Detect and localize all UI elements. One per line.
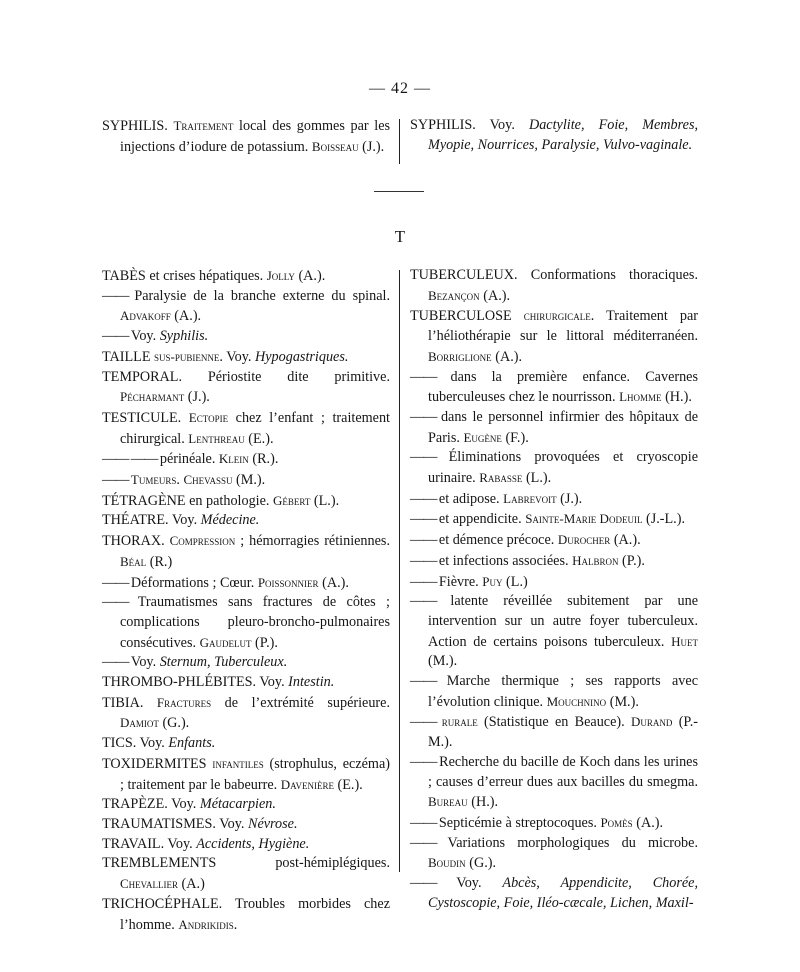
- entry-text: ——: [410, 673, 447, 690]
- index-entry: [102, 368, 390, 408]
- left-index-column: [102, 266, 390, 935]
- entry-text: Paralysie de la branche externe du spinal.: [134, 287, 391, 304]
- entry-text: ——: [410, 490, 439, 507]
- section-rule: [374, 191, 424, 192]
- entry-text: TEMPORAL. Périostite dite primitive.: [102, 368, 390, 385]
- entry-author: Sainte-Marie Dodeuil: [525, 511, 643, 527]
- entry-author: Poissonnier: [257, 574, 319, 590]
- entry-text: Recherche du bacille de Koch dans les urines ; causes d’erreur dues aux bacilles du smegma.: [428, 753, 699, 790]
- entry-text: TOXIDERMITES: [102, 755, 213, 772]
- entry-text: chez l’enfant ; traitement chirurgical.: [120, 409, 390, 447]
- entry-text: ——: [410, 834, 448, 851]
- entry-text: ——: [410, 593, 451, 610]
- entry-text: (J.).: [358, 138, 385, 155]
- entry-text: ——: [410, 408, 441, 425]
- entry-author: Boisseau: [311, 138, 359, 154]
- entry-text: TIBIA.: [102, 694, 157, 711]
- entry-text: ——: [410, 714, 442, 731]
- index-entry: [410, 712, 698, 752]
- index-entry: [102, 854, 390, 894]
- entry-author: Pécharmant: [120, 389, 185, 405]
- entry-text: dans le personnel infirmier des hôpitaux de Paris.: [428, 408, 699, 446]
- entry-reference: Dactylite, Foie, Membres, Myopie, Nourrices, Paralysie, Vulvo-vaginale.: [428, 117, 699, 153]
- index-entry: [410, 551, 698, 572]
- entry-text: . Voy.: [219, 348, 256, 365]
- entry-author: Boudin: [428, 855, 466, 871]
- entry-text: THÉATRE. Voy.: [102, 512, 201, 529]
- entry-text: ——: [102, 594, 138, 611]
- entry-text: et démence précoce.: [438, 532, 558, 549]
- entry-text: (G.).: [158, 715, 190, 732]
- entry-text: TRICHOCÉPHALE. Troubles morbides chez l’homme.: [102, 895, 390, 933]
- index-entry: [102, 408, 390, 449]
- entry-author: Borriglione: [428, 348, 492, 364]
- entry-text: ——: [410, 532, 439, 549]
- index-entry: [410, 672, 698, 712]
- entry-author: Labrevoit: [503, 490, 557, 506]
- entry-author: Rabasse: [479, 470, 523, 486]
- entry-text: .: [176, 472, 184, 489]
- entry-text: Éliminations provoquées et cryoscopie urinaire.: [428, 449, 699, 487]
- entry-text: TICS. Voy.: [102, 735, 169, 752]
- index-entry: [102, 347, 390, 368]
- index-entry: [410, 116, 698, 155]
- entry-text: et infections associées.: [438, 552, 573, 569]
- entry-text: (L.).: [310, 492, 340, 509]
- index-entry: [102, 734, 390, 754]
- column-divider-top: [399, 119, 400, 164]
- entry-text: (Statistique en Beauce).: [477, 714, 631, 731]
- entry-text: (A.).: [170, 308, 202, 325]
- entry-author: Bureau: [428, 794, 468, 810]
- entry-text: (H.).: [661, 389, 692, 406]
- entry-text: dans la première enfance. Cavernes tuberculeuses chez le nourrisson.: [428, 368, 699, 406]
- index-entry: [410, 266, 698, 306]
- entry-author: Traitement: [173, 118, 234, 133]
- entry-text: (strophulus, eczéma) ; traitement par le babeurre.: [120, 755, 390, 793]
- index-entry: [102, 754, 390, 795]
- entry-text: ——: [410, 875, 457, 892]
- entry-text: .: [233, 916, 238, 933]
- index-entry: [410, 489, 698, 510]
- entry-text: TUBERCULEUX. Conformations thoraciques.: [410, 267, 698, 283]
- index-entry: [102, 693, 390, 734]
- entry-author: Andrikidis: [178, 916, 234, 932]
- index-entry: [410, 448, 698, 488]
- index-entry: [102, 573, 390, 594]
- entry-author: Ectopie: [188, 409, 229, 425]
- entry-text: TUBERCULOSE: [410, 308, 524, 325]
- top-left-column: [102, 116, 390, 157]
- entry-author: Mouchnino: [546, 693, 607, 709]
- entry-author: Damiot: [120, 715, 159, 731]
- entry-text: TRAVAIL. Voy.: [102, 835, 197, 852]
- entry-reference: Névrose.: [247, 815, 298, 832]
- entry-text: (J.).: [556, 490, 583, 507]
- index-entry: [410, 874, 698, 913]
- entry-text: ——: [410, 368, 451, 385]
- entry-author: infantiles: [212, 755, 264, 771]
- entry-text: (J.-L.).: [642, 511, 686, 528]
- entry-author: Béal: [120, 553, 147, 569]
- entry-text: (E.).: [244, 430, 274, 447]
- entry-text: (M.).: [232, 472, 266, 489]
- entry-author: Huet: [671, 633, 698, 649]
- entry-author: Davenière: [280, 776, 334, 792]
- entry-text: TAILLE: [102, 348, 155, 365]
- entry-text: Voy.: [456, 875, 503, 892]
- index-entry: [102, 795, 390, 815]
- entry-author: Compression: [169, 533, 236, 549]
- entry-author: Gaudelut: [199, 634, 252, 650]
- entry-author: Pomès: [600, 814, 633, 830]
- entry-text: (A.).: [294, 268, 326, 284]
- entry-text: ——: [102, 328, 131, 345]
- entry-text: (A.).: [479, 287, 511, 304]
- index-entry: [102, 895, 390, 935]
- entry-text: Voy.: [130, 654, 160, 671]
- entry-text: local des gommes par les injections d’iodure de potassium.: [120, 118, 391, 155]
- entry-text: ——: [102, 574, 131, 591]
- entry-text: (F.).: [501, 429, 529, 446]
- entry-text: ——: [410, 753, 440, 770]
- entry-reference: Enfants.: [168, 735, 216, 752]
- index-entry: [102, 491, 390, 512]
- index-entry: [102, 835, 390, 855]
- index-entry: [102, 673, 390, 693]
- entry-reference: Accidents, Hygiène.: [196, 835, 310, 852]
- entry-reference: Hypogastriques.: [255, 348, 349, 365]
- entry-text: —— ——: [102, 451, 160, 468]
- entry-text: Septicémie à streptocoques.: [438, 814, 601, 831]
- entry-text: Déformations ; Cœur.: [130, 574, 258, 591]
- entry-text: ——: [410, 814, 439, 831]
- index-entry: [102, 593, 390, 653]
- entry-author: Durocher: [557, 532, 611, 548]
- index-entry: [102, 327, 390, 347]
- index-entry: [102, 511, 390, 531]
- entry-text: et appendicite.: [438, 511, 526, 528]
- entry-text: (A.).: [610, 532, 641, 549]
- entry-text: périnéale.: [159, 451, 219, 468]
- entry-text: Variations morphologiques du microbe.: [447, 834, 698, 851]
- entry-text: (A.).: [491, 348, 523, 365]
- section-letter: T: [394, 227, 406, 246]
- entry-text: TRAPÈZE. Voy.: [102, 796, 200, 813]
- entry-text: TÉTRAGÈNE en pathologie.: [102, 492, 273, 509]
- entry-author: Lenthreau: [188, 430, 245, 446]
- entry-text: ——: [410, 511, 439, 528]
- entry-text: (R.): [146, 553, 173, 570]
- index-entry: [410, 813, 698, 834]
- entry-author: Chevassu: [183, 472, 233, 488]
- entry-author: sus-pubienne: [154, 348, 220, 364]
- entry-text: (P.).: [251, 634, 278, 651]
- index-entry: [102, 266, 390, 287]
- index-entry: [102, 653, 390, 673]
- entry-author: Halbron: [572, 552, 619, 568]
- index-entry: [410, 408, 698, 448]
- entry-author: Bezançon: [428, 287, 480, 303]
- entry-text: Marche thermique ; ses rapports avec l’évolution clinique.: [428, 673, 698, 710]
- entry-text: Traumatismes sans fractures de côtes ; complications pleuro-broncho-pulmonaires consécutives.: [120, 594, 390, 651]
- entry-text: (A.): [178, 876, 205, 893]
- entry-author: Durand: [630, 714, 673, 730]
- entry-text: ——: [410, 552, 439, 569]
- index-entry: [410, 530, 698, 551]
- entry-reference: Sternum, Tuberculeux.: [159, 654, 288, 671]
- entry-author: Lhomme: [619, 389, 662, 405]
- entry-text: Voy.: [130, 328, 160, 345]
- index-entry: [410, 368, 698, 408]
- index-entry: [102, 470, 390, 491]
- entry-text: (P.-M.).: [428, 714, 698, 751]
- entry-author: rurale: [441, 714, 478, 730]
- entry-author: Klein: [218, 451, 249, 467]
- entry-text: . Traitement par l’héliothérapie sur le littoral méditerranéen.: [428, 308, 698, 345]
- entry-author: Chevallier: [120, 876, 178, 892]
- entry-text: Fièvre.: [438, 573, 483, 590]
- entry-author: Jolly: [266, 268, 295, 283]
- entry-text: THORAX.: [102, 533, 170, 550]
- index-entry: [102, 815, 390, 835]
- entry-text: TABÈS et crises hépatiques.: [102, 268, 267, 284]
- entry-text: (M.).: [428, 653, 458, 670]
- entry-reference: Abcès, Appendicite, Chorée, Cystoscopie, Foie, Iléo-cæcale, Lichen, Maxil-: [428, 875, 699, 911]
- entry-text: ——: [102, 287, 135, 304]
- entry-text: (J.).: [184, 389, 210, 406]
- entry-text: TESTICULE.: [102, 409, 189, 426]
- entry-text: (E.).: [333, 776, 363, 793]
- right-index-column: [410, 266, 698, 914]
- index-entry: [410, 753, 698, 813]
- entry-text: TREMBLEMENTS post-hémiplégiques.: [102, 855, 390, 872]
- index-entry: [102, 287, 390, 327]
- entry-text: (A.).: [632, 814, 664, 831]
- entry-text: ——: [102, 654, 131, 671]
- entry-author: Eugène: [463, 429, 502, 445]
- entry-author: Advakoff: [120, 308, 171, 324]
- index-entry: [410, 306, 698, 367]
- entry-text: ——: [410, 573, 439, 590]
- entry-text: (A.).: [318, 574, 349, 591]
- entry-author: Tumeurs: [130, 472, 177, 488]
- index-entry: [410, 834, 698, 874]
- entry-text: (L.).: [522, 470, 552, 487]
- entry-text: (H.).: [467, 794, 499, 811]
- entry-text: (G.).: [465, 855, 497, 872]
- index-entry: [102, 449, 390, 470]
- entry-author: Gébert: [273, 492, 311, 508]
- entry-text: et adipose.: [438, 490, 504, 507]
- index-entry: [102, 531, 390, 572]
- entry-author: chirurgicale: [523, 308, 591, 324]
- entry-author: Fractures: [156, 694, 212, 710]
- entry-text: de l’extrémité supérieure.: [211, 694, 390, 711]
- entry-text: (M.).: [606, 693, 639, 710]
- entry-text: (R.).: [248, 451, 279, 468]
- top-right-column: [410, 116, 698, 155]
- index-entry: [410, 509, 698, 530]
- entry-text: ; hémorragies rétiniennes.: [235, 533, 390, 550]
- entry-reference: Intestin.: [288, 674, 335, 691]
- entry-author: Puy: [482, 573, 503, 589]
- entry-reference: Syphilis.: [159, 328, 209, 345]
- entry-text: (L.): [502, 573, 528, 590]
- entry-text: (P.).: [618, 552, 645, 569]
- entry-text: TRAUMATISMES. Voy.: [102, 815, 248, 832]
- entry-reference: Médecine.: [200, 512, 260, 529]
- entry-text: ——: [410, 449, 449, 466]
- entry-text: SYPHILIS. Voy.: [410, 117, 529, 133]
- entry-text: latente réveillée subitement par une intervention sur un autre foyer tuberculeux. Action de certains poisons tuberculeux.: [428, 593, 699, 650]
- entry-text: ——: [102, 472, 131, 489]
- column-divider: [399, 270, 400, 872]
- entry-reference: Métacarpien.: [199, 796, 276, 813]
- entry-text: THROMBO-PHLÉBITES. Voy.: [102, 674, 289, 691]
- entry-text: SYPHILIS.: [102, 118, 174, 134]
- index-entry: [410, 592, 698, 672]
- index-entry: [410, 572, 698, 593]
- page-number: — 42 —: [369, 80, 431, 97]
- index-entry: [102, 116, 390, 157]
